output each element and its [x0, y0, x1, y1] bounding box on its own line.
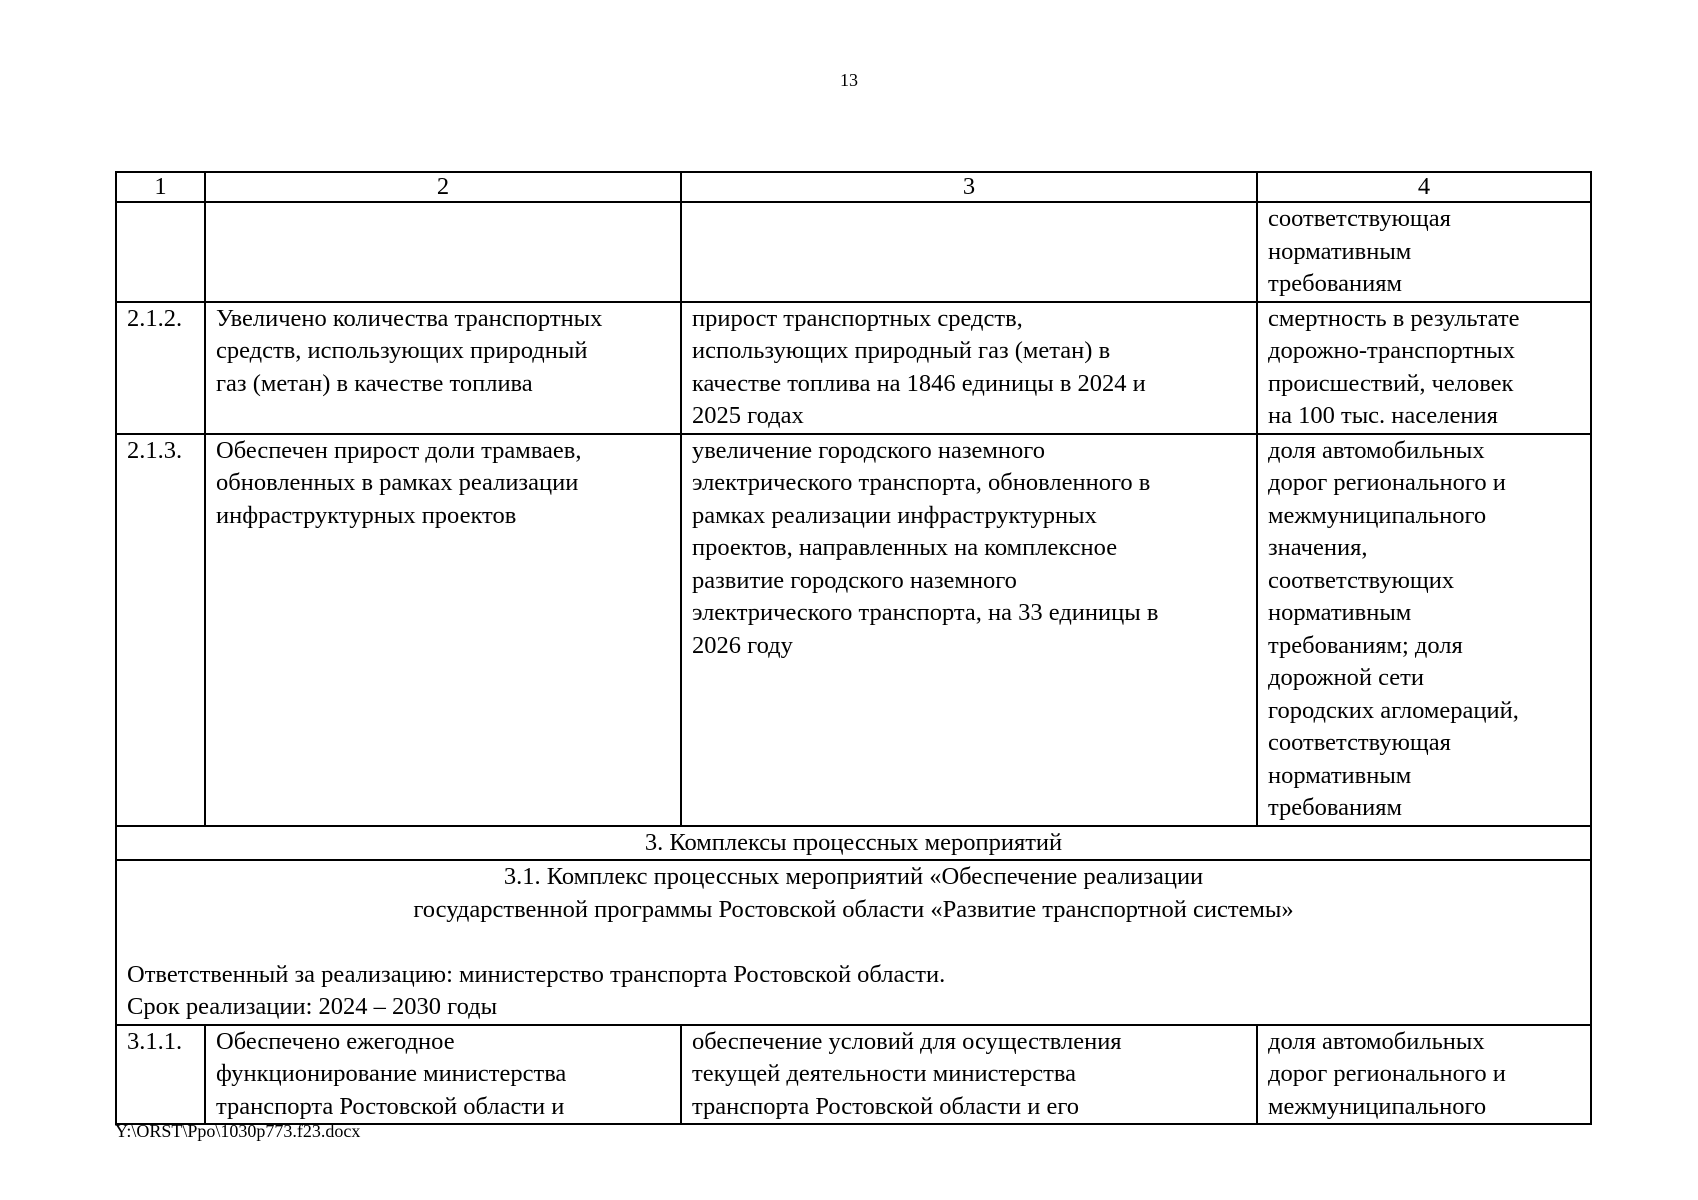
result-cell: прирост транспортных средств, использующих природный газ (метан) в качестве топлива на 1846 единицы в 2024 и 2025 годах	[681, 302, 1257, 434]
task-cell	[205, 202, 681, 302]
section-title-row	[116, 826, 1591, 861]
indicator-cell: доля автомобильных дорог регионального и межмуниципального значения, соответствующих нормативным требованиям; доля дорожной сети городских агломераций, соответствующая нормативным требованиям	[1257, 434, 1591, 826]
column-number: 1	[116, 172, 205, 202]
table-row	[116, 434, 1591, 826]
responsible-text: Ответственный за реализацию: министерство транспорта Ростовской области.	[127, 960, 946, 988]
row-number	[116, 202, 205, 302]
complex-title-line-1: 3.1. Комплекс процессных мероприятий «Обеспечение реализации	[503, 863, 1204, 890]
result-cell	[681, 202, 1257, 302]
column-number: 2	[205, 172, 681, 202]
table-row	[116, 202, 1591, 302]
measures-table	[115, 171, 1592, 1125]
blank-line	[127, 926, 1580, 959]
indicator-cell: доля автомобильных дорог регионального и межмуниципального	[1257, 1025, 1591, 1125]
row-number: 3.1.1.	[116, 1025, 205, 1125]
period-text: Срок реализации: 2024 – 2030 годы	[127, 993, 498, 1020]
result-cell: увеличение городского наземного электрического транспорта, обновленного в рамках реализации инфраструктурных проектов, направленных на комплексное развитие городского наземного электрического транспорта, на 33 единицы в 2026 году	[681, 434, 1257, 826]
result-cell: обеспечение условий для осуществления текущей деятельности министерства транспорта Ростовской области и его	[681, 1025, 1257, 1125]
task-cell: Обеспечен прирост доли трамваев, обновленных в рамках реализации инфраструктурных проектов	[205, 434, 681, 826]
file-path-footer: Y:\ORST\Ppo\1030p773.f23.docx	[115, 1121, 361, 1141]
complex-title-line-2: государственной программы Ростовской области «Развитие транспортной системы»	[413, 895, 1294, 923]
task-cell: Увеличено количества транспортных средств, использующих природный газ (метан) в качестве топлива	[205, 302, 681, 434]
table-row	[116, 302, 1591, 434]
complex-block-row	[116, 860, 1591, 1025]
table-row	[116, 1025, 1591, 1125]
task-cell: Обеспечено ежегодное функционирование министерства транспорта Ростовской области и	[205, 1025, 681, 1125]
indicator-cell: соответствующая нормативным требованиям	[1257, 202, 1591, 302]
section-title: 3. Комплексы процессных мероприятий	[116, 826, 1591, 861]
complex-block	[116, 860, 1591, 1025]
row-number: 2.1.3.	[116, 434, 205, 826]
indicator-cell: смертность в результате дорожно-транспортных происшествий, человек на 100 тыс. населения	[1257, 302, 1591, 434]
column-numbers-row	[116, 172, 1591, 202]
column-number: 3	[681, 172, 1257, 202]
column-number: 4	[1257, 172, 1591, 202]
page-number: 13	[840, 70, 858, 90]
row-number: 2.1.2.	[116, 302, 205, 434]
